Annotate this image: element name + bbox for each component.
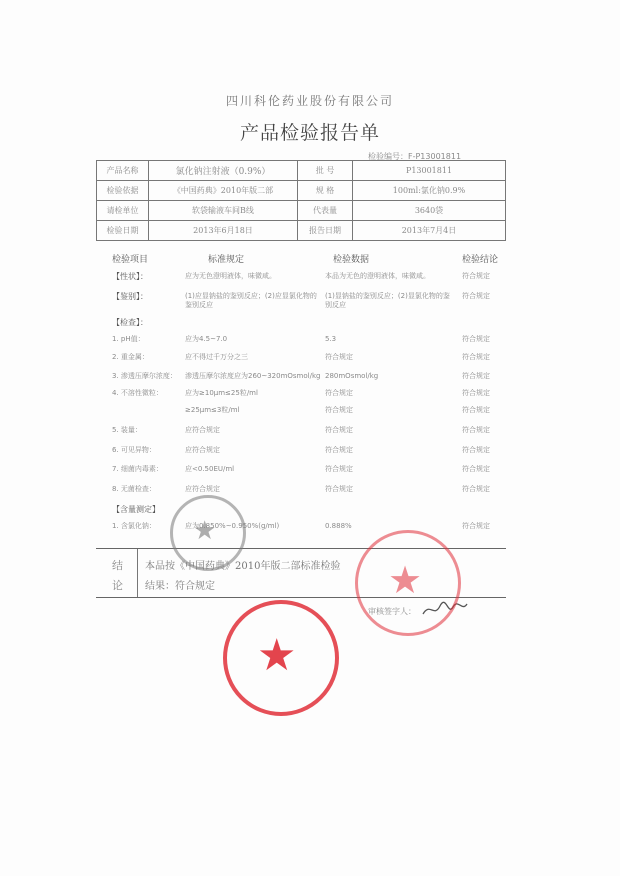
item-conclusion: 符合规定 — [462, 465, 490, 473]
item-name: 4. 不溶性微粒： — [112, 389, 163, 397]
item-name: 6. 可见异物： — [112, 446, 156, 454]
item-conclusion: 符合规定 — [462, 406, 490, 414]
company-seal — [355, 530, 461, 636]
header-data: 检验数据 — [333, 255, 370, 265]
item-standard: ≥25μm≤3粒/ml — [185, 406, 240, 414]
item-result: 280mOsmol/kg — [325, 372, 379, 380]
info-value: 2013年7月4日 — [353, 221, 506, 241]
item-name: 1. 含氯化钠： — [112, 522, 156, 530]
info-label: 规 格 — [298, 181, 353, 201]
item-conclusion: 符合规定 — [462, 426, 490, 434]
report-title: 产品检验报告单 — [239, 122, 380, 144]
info-value: 软袋输液车间B线 — [149, 201, 298, 221]
item-standard: 应符合规定 — [185, 485, 220, 493]
item-conclusion: 符合规定 — [462, 292, 490, 300]
info-value: 2013年6月18日 — [149, 221, 298, 241]
item-name: 【鉴别】： — [112, 292, 148, 301]
item-result: 符合规定 — [325, 389, 353, 397]
item-name: 2. 重金属： — [112, 353, 149, 361]
item-name: 5. 装量： — [112, 426, 142, 434]
item-standard: 应不得过千万分之三 — [185, 353, 248, 361]
item-name: 7. 细菌内毒素： — [112, 465, 163, 473]
item-conclusion: 符合规定 — [462, 446, 490, 454]
item-standard: 应符合规定 — [185, 446, 220, 454]
item-standard: (1)应显钠盐的鉴别反应；(2)应显氯化物的鉴别反应 — [185, 292, 317, 309]
item-result: 符合规定 — [325, 465, 353, 473]
item-result: 符合规定 — [325, 353, 353, 361]
star-icon: ★ — [388, 558, 423, 602]
info-label: 检验日期 — [97, 221, 149, 241]
item-conclusion: 符合规定 — [462, 485, 490, 493]
item-result: 5.3 — [325, 335, 337, 343]
item-result: 符合规定 — [325, 406, 353, 414]
item-result: (1)显钠盐的鉴别反应；(2)显氯化物的鉴别反应 — [325, 292, 450, 309]
inspection-seal — [170, 495, 246, 571]
item-conclusion: 符合规定 — [462, 372, 490, 380]
info-value: 3640袋 — [353, 201, 506, 221]
item-conclusion: 符合规定 — [462, 353, 490, 361]
info-row — [97, 221, 506, 241]
info-label: 报告日期 — [298, 221, 353, 241]
quality-seal — [223, 600, 339, 716]
item-result: 符合规定 — [325, 485, 353, 493]
item-conclusion: 符合规定 — [462, 272, 490, 280]
item-result: 符合规定 — [325, 446, 353, 454]
item-name: 【检查】： — [112, 318, 148, 327]
item-name: 【性状】： — [112, 272, 148, 281]
item-standard: 应为4.5~7.0 — [185, 335, 228, 343]
info-label: 批 号 — [298, 161, 353, 181]
info-row — [97, 201, 506, 221]
item-result: 本品为无色的澄明液体，味微咸。 — [325, 272, 430, 280]
conclusion-label: 结论 — [112, 559, 123, 592]
item-standard: 应<0.50EU/ml — [185, 465, 235, 473]
item-standard: 应为≥10μm≤25粒/ml — [185, 389, 258, 397]
item-standard: 应为无色澄明液体，味微咸。 — [185, 272, 276, 280]
info-row — [97, 181, 506, 201]
item-conclusion: 符合规定 — [462, 522, 490, 530]
info-label: 产品名称 — [97, 161, 149, 181]
header-standard: 标准规定 — [208, 255, 245, 265]
item-standard: 应符合规定 — [185, 426, 220, 434]
product-info-table — [96, 160, 506, 241]
info-label: 检验依据 — [97, 181, 149, 201]
star-icon: ★ — [193, 516, 217, 546]
info-value: 《中国药典》2010年版二部 — [149, 181, 298, 201]
info-label: 代表量 — [298, 201, 353, 221]
item-result: 符合规定 — [325, 426, 353, 434]
info-value: 100ml:氯化钠0.9% — [353, 181, 506, 201]
item-name: 【含量测定】 — [112, 505, 160, 514]
item-standard: 应为0.850%~0.950%(g/ml) — [185, 522, 280, 530]
item-conclusion: 符合规定 — [462, 389, 490, 397]
item-result: 0.888% — [325, 522, 352, 530]
info-value: P13001811 — [353, 161, 506, 181]
signer-label: 审核签字人： — [368, 607, 416, 616]
conclusion-result: 结果：符合规定 — [145, 581, 215, 592]
item-name: 3. 渗透压摩尔浓度： — [112, 372, 177, 380]
info-row — [97, 161, 506, 181]
info-value: 氯化钠注射液（0.9%） — [149, 161, 298, 181]
report-number: 检验编号：F-P13001811 — [368, 152, 462, 161]
item-name: 8. 无菌检查： — [112, 485, 156, 493]
info-label: 请检单位 — [97, 201, 149, 221]
conclusion-text: 本品按《中国药典》2010年版二部标准检验 — [145, 561, 341, 572]
item-name: 1. pH值： — [112, 335, 145, 343]
item-conclusion: 符合规定 — [462, 335, 490, 343]
header-conclusion: 检验结论 — [462, 255, 499, 265]
item-standard: 渗透压摩尔浓度应为260~320mOsmol/kg — [185, 372, 321, 380]
header-item: 检验项目 — [112, 255, 149, 265]
divider — [137, 549, 138, 597]
star-icon: ★ — [257, 630, 297, 681]
company-name: 四川科伦药业股份有限公司 — [225, 94, 394, 108]
